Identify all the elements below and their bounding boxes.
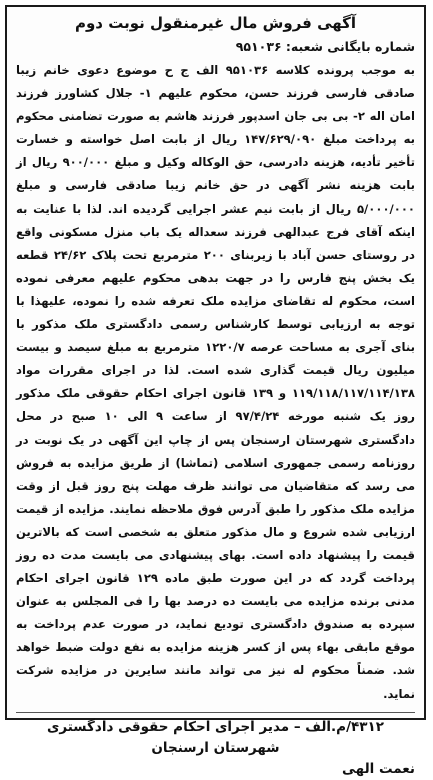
legal-notice bbox=[5, 5, 426, 777]
notice-title: آگهی فروش مال غیرمنقول نوبت دوم bbox=[74, 14, 357, 32]
notice-body: به موجب پرونده کلاسه ۹۵۱۰۳۶ الف ج ح موضوع دعوی خانم زیبا صادقی فارسی فرزند حسن، محکوم علیهم ۱- جلال کشاورز فرزند امان اله ۲- بی بی جان اسدپور فرزند هاشم به صورت تضامنی محکوم به پرداخت مبلغ ۱۴۷/۶۲۹/۰۹۰ ریال از بابت اصل خواسته و خسارت تأخیر تأدیه، هزینه دادرسی، حق الوکاله وکیل و مبلغ ۹۰۰/۰۰۰ ریال از بابت هزینه نشر آگهی در حق خانم زیبا صادقی فارسی و مبلغ ۵/۰۰۰/۰۰۰ ریال از بابت نیم عشر اجرایی گردیده اند. لذا با عنایت به اینکه آقای فرج عبدالهی فرزند سعداله یک باب منزل مسکونی واقع در روستای حسن آباد با زیربنای ۲۰۰ مترمربع تحت پلاک ۲۴/۶۲ قطعه یک بخش پنج فارس را در جهت بدهی محکوم علیهم معرفی نموده است، محکوم له تقاضای مزایده ملک تعرفه شده را نموده، علیهذا با توجه به ارزیابی توسط کارشناس رسمی دادگستری ملک مذکور با بنای آجری به مساحت عرصه ۱۲۲۰/۷ مترمربع به مبلغ سیصد و بیست میلیون ریال قیمت گذاری شده است. لذا در اجرای مقررات مواد ۱۱۹/۱۱۸/۱۱۷/۱۱۴/۱۳۸ و ۱۳۹ قانون اجرای احکام حقوقی ملک مذکور روز یک شنبه مورخه ۹۷/۴/۲۴ از ساعت ۹ الی ۱۰ صبح در محل دادگستری شهرستان ارسنجان پس از چاپ این آگهی در یک نوبت در روزنامه رسمی جمهوری اسلامی (تماشا) از طریق مزایده به فروش می رسد که متقاضیان می توانند ظرف مهلت پنج روز قبل از وقت مزایده ملک مذکور را طبق آدرس فوق ملاحظه نمایند. مزایده از قیمت ارزیابی شده شروع و مال مذکور متعلق به شخصی است که بالاترین قیمت را پیشنهاد داده است. بهای پیشنهادی می بایست مدت ده روز پرداخت گردد که در این صورت طبق ماده ۱۲۹ قانون اجرای احکام مدنی برنده مزایده می بایست ده درصد بها را فی المجلس به عنوان سپرده به صندوق دادگستری تودیع نماید، در صورت عدم پرداخت به موقع مابقی بهاء پس از کسر هزینه مزایده به نفع دولت ضبط خواهد شد. ضمناً محکوم له نیز می تواند مانند سایرین در مزایده شرکت نماید. bbox=[16, 63, 415, 701]
signature-divider bbox=[16, 712, 415, 713]
archive-number: شماره بایگانی شعبه: ۹۵۱۰۳۶ bbox=[235, 39, 415, 54]
signature-line: ۴۳۱۲/م.الف – مدیر اجرای احکام حقوقی دادگستری شهرستان ارسنجان bbox=[47, 718, 384, 756]
signer-name: نعمت الهی bbox=[342, 760, 415, 777]
